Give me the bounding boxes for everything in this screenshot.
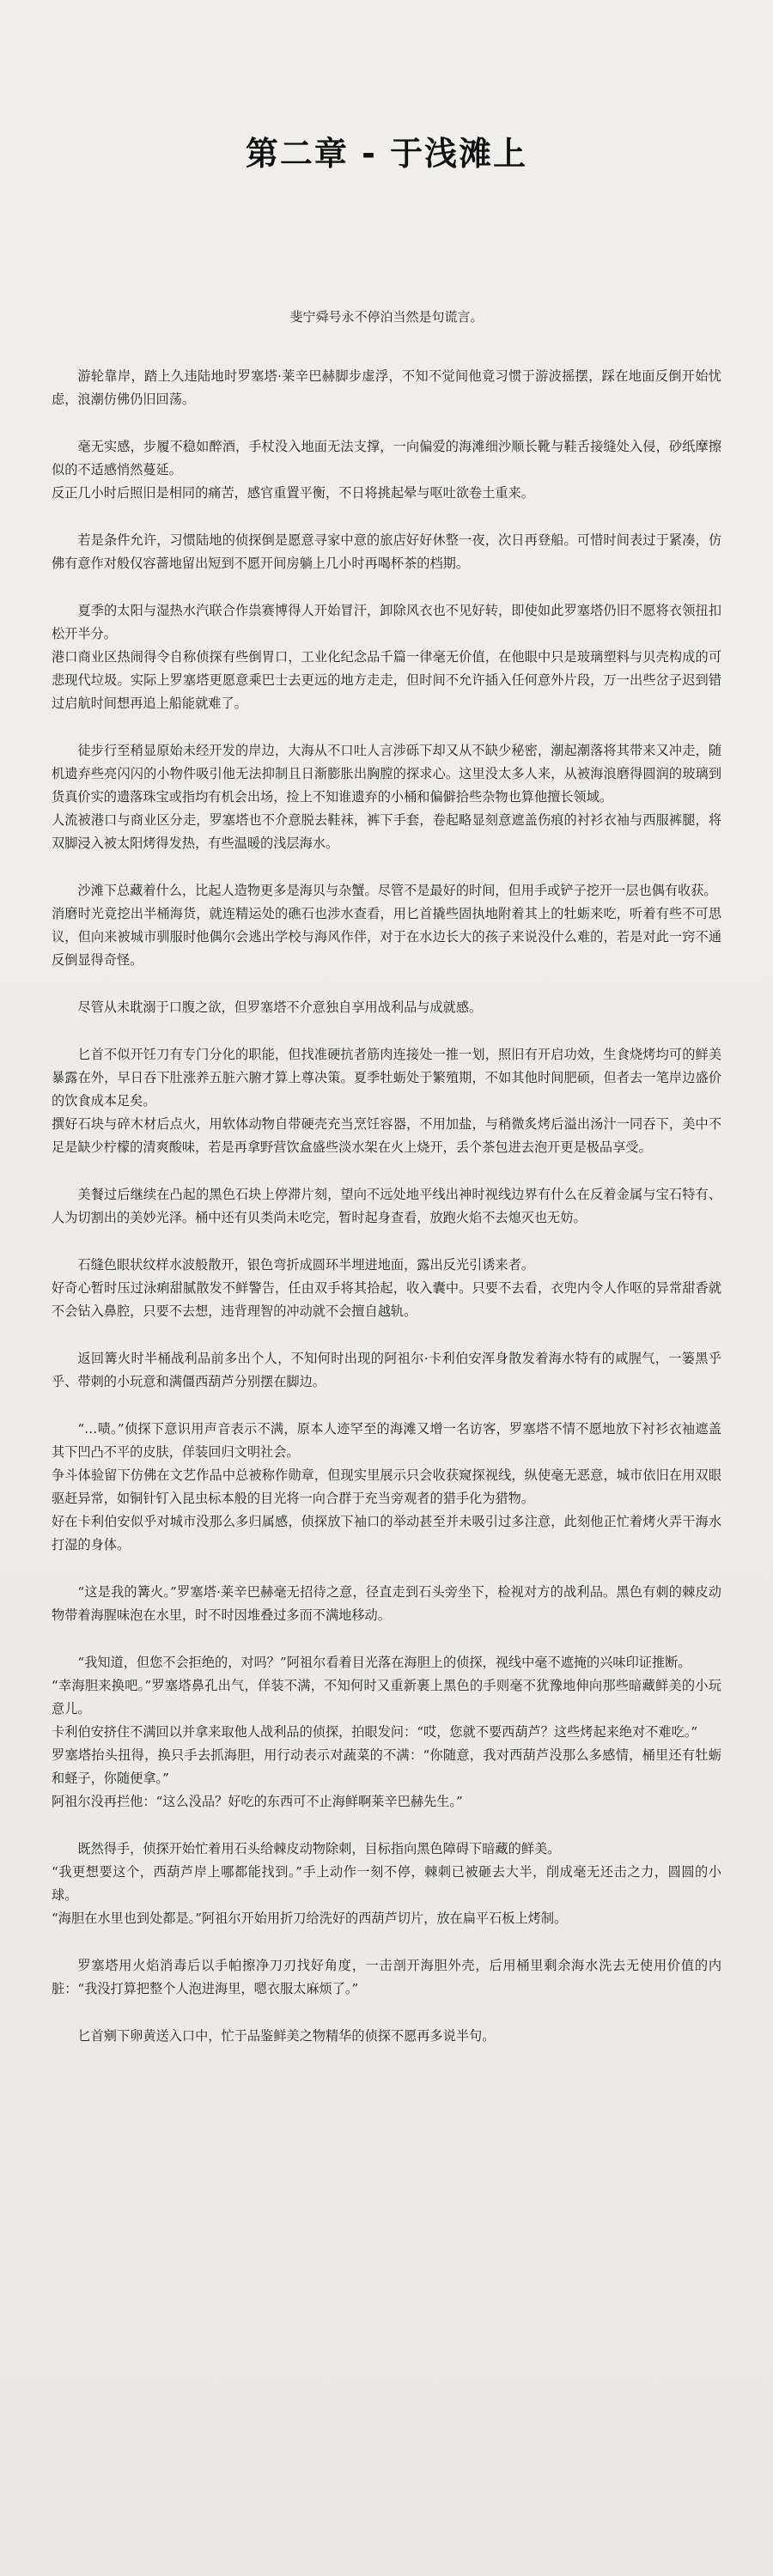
paragraph-line: 罗塞塔用火焰消毒后以手帕擦净刀刃找好角度，一击剖开海胆外壳，后用桶里剩余海水洗去无使用价值的内脏：“我没打算把整个人泡进海里，嗯衣服太麻烦了。” xyxy=(52,1958,721,1996)
paragraph-line: “海胆在水里也到处都是。”阿祖尔开始用折刀给洗好的西葫芦切片，放在扁平石板上烤制。 xyxy=(52,1911,568,1926)
paragraph xyxy=(52,1254,721,1323)
paragraph-line: 夏季的太阳与湿热水汽联合作祟赛博得人开始冒汗，卸除风衣也不见好转，即使如此罗塞塔仍旧不愿将衣领扭扣松开半分。 xyxy=(52,603,721,641)
paragraph xyxy=(52,529,721,575)
paragraph xyxy=(52,1651,721,1814)
paragraph-line: 游轮靠岸，踏上久违陆地时罗塞塔·莱辛巴赫脚步虚浮，不知不觉间他竟习惯于游波摇摆，踩在地面反倒开始忧虑，浪潮仿佛仍旧回荡。 xyxy=(52,368,721,407)
paragraph-line: 毫无实感，步履不稳如醉酒，手杖没入地面无法支撑，一向偏爱的海滩细沙顺长靴与鞋舌接缝处入侵，砂纸摩擦似的不适感悄然蔓延。 xyxy=(52,439,721,477)
paragraph-line: 徒步行至稍显原始未经开发的岸边，大海从不口吐人言涉砾下却又从不缺少秘密，潮起潮落将其带来又冲走，随机遗弃些亮闪闪的小物件吸引他无法抑制且日渐膨胀出胸膛的探求心。这里没太多人来，从被海浪磨得圆润的玻璃到货真价实的遗落珠宝或指均有机会出场，捡上不知谁遗弃的小桶和偏僻拾些杂物也算他擅长领域。 xyxy=(52,743,721,805)
paragraph-line: “我更想要这个，西葫芦岸上哪都能找到。”手上动作一刻不停，棘刺已被砸去大半，削成毫无还击之力，圆圆的小球。 xyxy=(52,1864,721,1903)
paragraph xyxy=(52,2025,721,2048)
paragraph-line: 争斗体验留下仿佛在文艺作品中总被称作勋章，但现实里展示只会收获窥探视线，纵使毫无恶意，城市依旧在用双眼驱赶异常，如铜针钉入昆虫标本般的目光将一向合群于充当旁观者的猎手化为猎物。 xyxy=(52,1467,721,1506)
paragraph-line: “我知道，但您不会拒绝的，对吗？”阿祖尔看着目光落在海胆上的侦探，视线中毫不遮掩的兴味印证推断。 xyxy=(77,1655,691,1670)
paragraph xyxy=(52,1183,721,1230)
paragraph-line: “…啧。”侦探下意识用声音表示不满，原本人迹罕至的海滩又增一名访客，罗塞塔不情不愿地放下衬衫衣袖遮盖其下凹凸不平的皮肤，佯装回归文明社会。 xyxy=(52,1421,721,1460)
paragraph-line: 好在卡利伯安似乎对城市没那么多归属感，侦探放下袖口的举动甚至并未吸引过多注意，此刻他正忙着烤火弄干海水打湿的身体。 xyxy=(52,1514,721,1552)
paragraph-line: 沙滩下总藏着什么，比起人造物更多是海贝与杂蟹。尽管不是最好的时间，但用手或铲子挖开一层也偶有收获。 xyxy=(77,883,717,898)
paragraph xyxy=(52,739,721,855)
paragraph xyxy=(52,1838,721,1930)
paragraph-line: 撰好石块与碎木材后点火，用软体动物自带硬壳充当烹饪容器，不用加盐，与稍微炙烤后溢出汤汁一同吞下，美中不足是缺少柠檬的清爽酸味，若是再拿野营饮盒盛些淡水架在火上烧开，丢个茶包进去泡开更是极品享受。 xyxy=(52,1116,721,1155)
chapter-epigraph: 斐宁舜号永不停泊当然是句谎言。 xyxy=(289,309,484,325)
chapter-title: 第二章 - 于浅滩上 xyxy=(245,135,528,173)
paragraph-line: 港口商业区热闹得令自称侦探有些倒胃口，工业化纪念品千篇一律毫无价值，在他眼中只是玻璃塑料与贝壳构成的可悲现代垃圾。实际上罗塞塔更愿意乘巴士去更远的地方走走，但时间不允许插入任何意外片段，万一出些岔子迟到错过启航时间想再追上船能就难了。 xyxy=(52,649,721,711)
paragraph-line: 反正几小时后照旧是相同的痛苦，感官重置平衡，不日将挑起晕与呕吐欲卷土重来。 xyxy=(52,485,534,501)
paragraph xyxy=(52,599,721,715)
paragraph-line: “这是我的篝火。”罗塞塔·莱辛巴赫毫无招待之意，径直走到石头旁坐下，检视对方的战利品。黑色有刺的棘皮动物带着海腥味泡在水里，时不时因堆叠过多而不满地移动。 xyxy=(52,1584,721,1623)
paragraph-line: 石缝色眼状纹样水波般散开，银色弯折成圆环半埋进地面，露出反光引诱来者。 xyxy=(77,1257,534,1273)
paragraph-line: 阿祖尔没再拦他：“这么没品？好吃的东西可不止海鲜啊莱辛巴赫先生。” xyxy=(52,1794,463,1809)
paragraph-line: 若是条件允许，习惯陆地的侦探倒是愿意寻家中意的旅店好好休整一夜，次日再登船。可惜时间表过于紧凑，仿佛有意作对般仅容蔷地留出短到不愿开间房躺上几小时再喝杯茶的档期。 xyxy=(52,532,721,571)
paragraph-line: 尽管从未耽溺于口腹之欲，但罗塞塔不介意独自享用战利品与成就感。 xyxy=(77,999,483,1015)
paragraph xyxy=(52,996,721,1019)
paragraph-line: 既然得手，侦探开始忙着用石头给棘皮动物除刺，目标指向黑色障碍下暗藏的鲜美。 xyxy=(77,1841,561,1856)
paragraph-line: “幸海胆来换吧。”罗塞塔鼻孔出气，佯装不满，不知何时又重新裹上黑色的手则毫不犹豫地伸向那些暗藏鲜美的小玩意儿。 xyxy=(52,1678,721,1716)
chapter-body xyxy=(52,365,721,2048)
paragraph-line: 人流被港口与商业区分走，罗塞塔也不介意脱去鞋袜，裤下手套，卷起略显刻意遮盖伤痕的衬衫衣袖与西服裤腿，将双脚浸入被太阳烤得发热，有些温暖的浅层海水。 xyxy=(52,812,721,851)
paragraph-line: 匕首不似开饪刀有专门分化的职能，但找准硬抗者筋肉连接处一推一划，照旧有开启功效，生食烧烤均可的鲜美暴露在外，早日吞下肚涨养五脏六腑才算上尊决策。夏季牡蛎处于繁殖期，不如其他时间肥硕，但者去一笔岸边盛价的饮食成本足矣。 xyxy=(52,1047,721,1109)
paragraph xyxy=(52,879,721,972)
paragraph-line: 卡利伯安挤住不满回以并拿来取他人战利品的侦探，拍眼发问：“哎，您就不要西葫芦？这些烤起来绝对不难吃。” xyxy=(52,1724,698,1740)
paragraph xyxy=(52,435,721,505)
paragraph-line: 美餐过后继续在凸起的黑色石块上停滞片刻，望向不远处地平线出神时视线边界有什么在反着金属与宝石特有、人为切割出的美妙光泽。桶中还有贝类尚未吃完，暂时起身查看，放跑火焰不去熄灭也无妨。 xyxy=(52,1187,721,1225)
paragraph-line: 消磨时光竟挖出半桶海货，就连精运处的礁石也涉水查看，用匕首撬些固执地附着其上的牡蛎来吃，听着有些不可思议，但向来被城市驯服时他偶尔会逃出学校与海风作伴，对于在水边长大的孩子来说没什么难的，若是对此一窍不通反倒显得奇怪。 xyxy=(52,906,721,968)
paragraph-line: 罗塞塔抬头扭得，换只手去抓海胆，用行动表示对蔬菜的不满：“你随意，我对西葫芦没那么多感情，桶里还有牡蛎和蛏子，你随便拿。” xyxy=(52,1747,721,1786)
paragraph xyxy=(52,1043,721,1159)
paragraph xyxy=(52,1418,721,1557)
paragraph xyxy=(52,1347,721,1394)
paragraph-line: 返回篝火时半桶战利品前多出个人，不知何时出现的阿祖尔·卡利伯安浑身散发着海水特有的咸腥气，一篓黑乎乎、带刺的小玩意和满僵西葫芦分别摆在脚边。 xyxy=(52,1351,721,1389)
paragraph xyxy=(52,1581,721,1627)
paragraph xyxy=(52,1954,721,2001)
paragraph xyxy=(52,365,721,411)
paragraph-line: 好奇心暂时压过泳痢甜腻散发不鲜警告，任由双手将其拾起，收入囊中。只要不去看，衣兜内令人作呕的异常甜香就不会钻入鼻腔，只要不去想，违背理智的冲动就不会擅自越轨。 xyxy=(52,1280,721,1319)
paragraph-line: 匕首剜下卵黄送入口中，忙于品鉴鲜美之物精华的侦探不愿再多说半句。 xyxy=(77,2028,496,2044)
